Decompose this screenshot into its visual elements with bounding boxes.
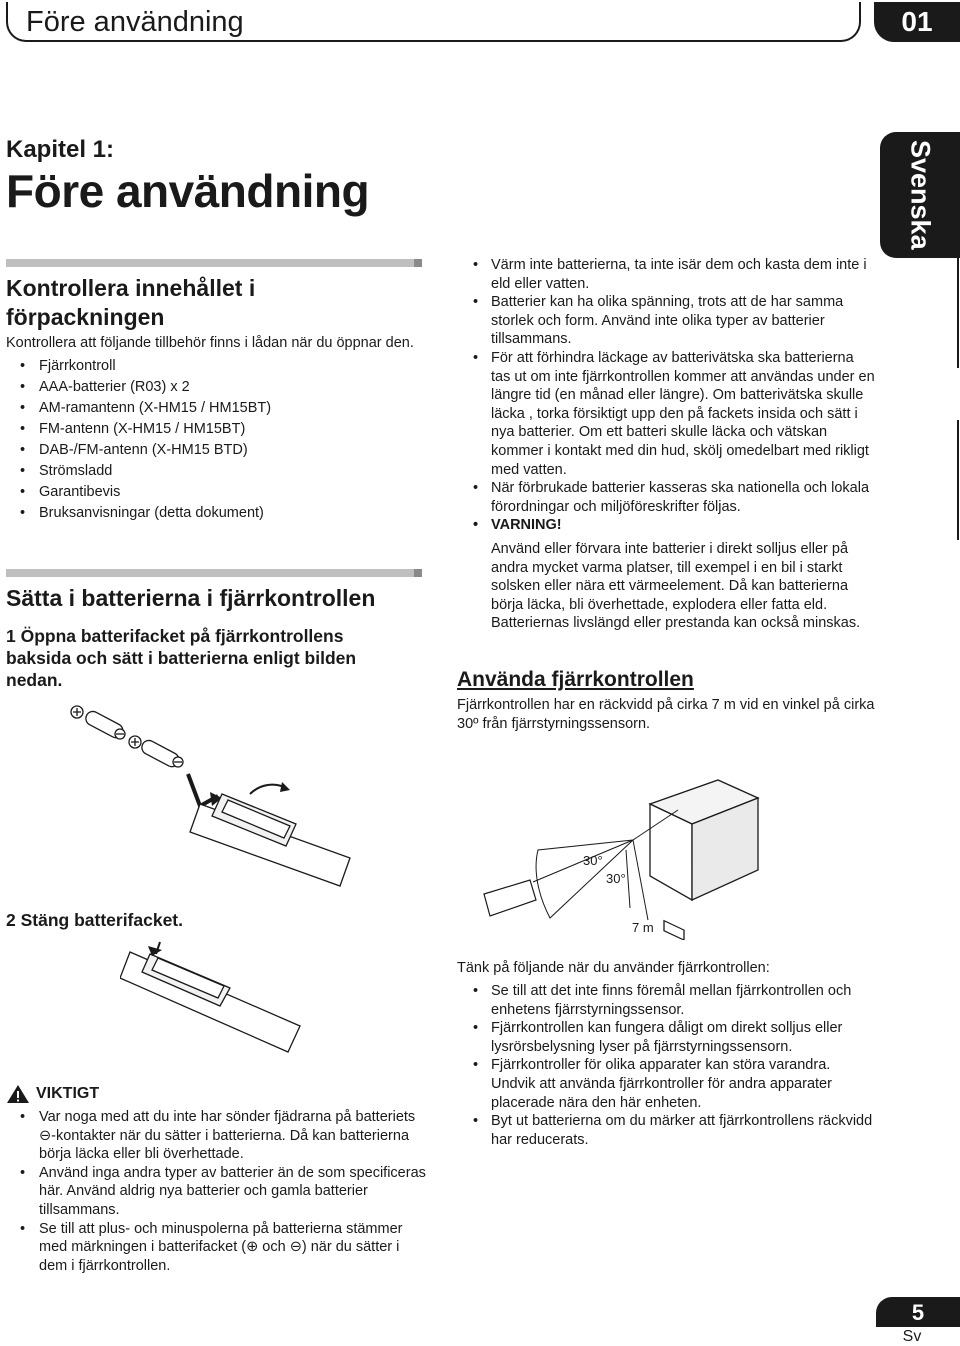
list-item: • Se till att plus- och minuspolerna på batterierna stämmer med märkningen i batterifacket (⊕ och ⊖) när du sätter i dem i fjärrkontrollen. — [6, 1220, 426, 1276]
list-item: • Värm inte batterierna, ta inte isär dem och kasta dem inte i eld eller vatten. — [457, 256, 877, 293]
warning-text: Använd eller förvara inte batterier i direkt solljus eller på andra mycket varma platser, till exempel i en bil i starkt solsken eller nära ett värmeelement. Då kan batterierna börja läcka, bli överhettade, explodera eller fatta eld. Batteriernas livslängd eller prestanda kan också minskas. — [491, 541, 861, 632]
list-item: • Fjärrkontroller för olika apparater kan störa varandra. Undvik att använda fjärrkontroller för andra apparater placerade nära den här enheten. — [457, 1056, 877, 1112]
list-item: • Var noga med att du inte har sönder fjädrarna på batteriets ⊖-kontakter när du sätter i batterierna. Då kan batterierna börja läcka eller bli överhettade. — [6, 1108, 426, 1164]
list-item: • Strömsladd — [6, 461, 426, 482]
angle-label-1: 30° — [583, 853, 603, 868]
list-item: • AAA-batterier (R03) x 2 — [6, 377, 426, 398]
use-note-intro: Tänk på följande när du använder fjärrkontrollen: — [457, 960, 770, 976]
remote-closed-illustration — [120, 940, 320, 1060]
contents-intro: Kontrollera att följande tillbehör finns i lådan när du öppnar den. — [6, 335, 414, 351]
step-1: 1 Öppna batterifacket på fjärrkontrollens baksida och sätt i batterierna enligt bilden nedan. — [6, 626, 357, 690]
contents-section — [6, 274, 426, 524]
use-heading: Använda fjärrkontrollen — [457, 668, 694, 691]
side-rule-top — [957, 258, 959, 368]
important-list — [6, 1108, 426, 1275]
section-divider — [6, 569, 422, 577]
warning-triangle-icon — [6, 1084, 30, 1104]
angle-label-2: 30° — [606, 871, 626, 886]
side-rule-bottom — [957, 420, 959, 540]
list-item: • När förbrukade batterier kasseras ska nationella och lokala förordningar och miljöföreskrifter följas. — [457, 479, 877, 516]
list-item: • Fjärrkontrollen kan fungera dåligt om direkt solljus eller lysrörsbelysning lyser på fjärrstyrningssensorn. — [457, 1019, 877, 1056]
list-item: • Bruksanvisningar (detta dokument) — [6, 503, 426, 524]
list-item: • För att förhindra läckage av batterivätska ska batterierna tas ut om inte fjärrkontrollen kommer att användas under en längre tid (en månad eller längre). Om batterivätska skulle läcka , torka försiktigt upp den på fackets insida och sätt i nya batterier. Om ett batteri skulle läcka och vätskan kommer i kontakt med din hud, skölj omedelbart med rikligt med vatten. — [457, 349, 877, 479]
list-item: • Batterier kan ha olika spänning, trots att de har samma storlek och form. Använd inte olika typer av batterier tillsammans. — [457, 293, 877, 349]
page-number: 5 — [876, 1297, 960, 1327]
section-divider — [6, 259, 422, 267]
chapter-title: Före användning — [6, 165, 370, 217]
use-list — [457, 982, 877, 1149]
battery-insertion-illustration — [60, 696, 360, 896]
list-item: • Se till att det inte finns föremål mellan fjärrkontrollen och enhetens fjärrstyrningssensor. — [457, 982, 877, 1019]
battery-care-list — [457, 256, 877, 535]
list-item: • Garantibevis — [6, 482, 426, 503]
list-item: • AM-ramantenn (X-HM15 / HM15BT) — [6, 398, 426, 419]
header-title: Före användning — [26, 6, 244, 38]
contents-heading-line1: Kontrollera innehållet i — [6, 275, 256, 301]
list-item: • Byt ut batterierna om du märker att fjärrkontrollens räckvidd har reducerats. — [457, 1112, 877, 1149]
contents-heading-line2: förpackningen — [6, 304, 165, 330]
list-item: • Fjärrkontroll — [6, 356, 426, 377]
list-item: • FM-antenn (X-HM15 / HM15BT) — [6, 419, 426, 440]
distance-label: 7 m — [632, 920, 654, 935]
batteries-heading: Sätta i batterierna i fjärrkontrollen — [6, 585, 376, 611]
important-title-text: VIKTIGT — [36, 1085, 100, 1102]
step-2: 2 Stäng batterifacket. — [6, 910, 183, 930]
important-title — [6, 1084, 99, 1104]
page-language: Sv — [902, 1328, 922, 1345]
remote-range-diagram — [478, 770, 768, 940]
language-label: Svenska — [905, 140, 936, 250]
chapter-label: Kapitel 1: — [6, 136, 115, 163]
warning-label: • VARNING! — [457, 516, 877, 535]
list-item: • DAB-/FM-antenn (X-HM15 BTD) — [6, 440, 426, 461]
chapter-number-tab: 01 — [874, 2, 960, 42]
use-intro: Fjärrkontrollen har en räckvidd på cirka 7 m vid en vinkel på cirka 30º från fjärrstyrningssensorn. — [457, 697, 875, 732]
contents-list — [6, 356, 426, 524]
list-item: • Använd inga andra typer av batterier än de som specificeras här. Använd aldrig nya batterier och gamla batterier tillsammans. — [6, 1164, 426, 1220]
